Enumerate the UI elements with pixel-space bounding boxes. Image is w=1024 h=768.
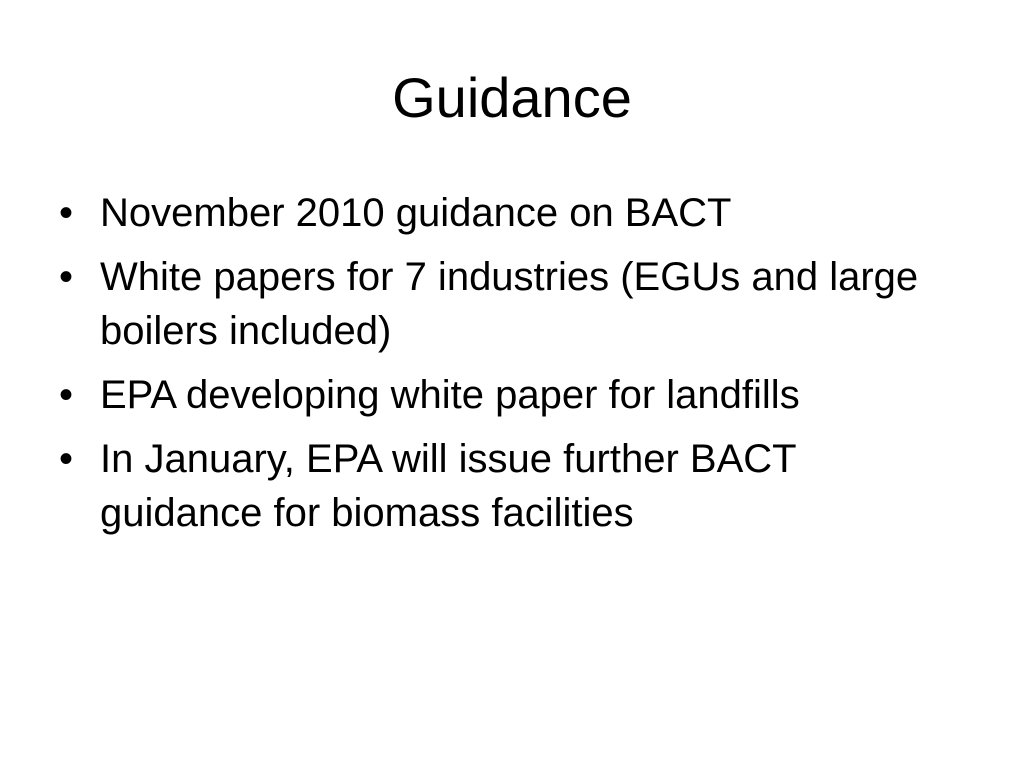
bullet-text: November 2010 guidance on BACT: [100, 191, 732, 235]
bullet-text: White papers for 7 industries (EGUs and large boilers included): [100, 255, 919, 353]
bullet-point-icon: •: [58, 191, 73, 235]
bullet-text: EPA developing white paper for landfills: [100, 373, 800, 417]
bullet-list: [56, 186, 956, 550]
bullet-text: In January, EPA will issue further BACT guidance for biomass facilities: [100, 437, 796, 535]
bullet-point-icon: •: [58, 437, 73, 481]
bullet-point-icon: •: [58, 373, 73, 417]
slide-title: Guidance: [392, 66, 632, 129]
bullet-item: [56, 186, 956, 240]
bullet-item: [56, 432, 956, 540]
bullet-item: [56, 368, 956, 422]
bullet-item: [56, 250, 956, 358]
bullet-point-icon: •: [58, 255, 73, 299]
